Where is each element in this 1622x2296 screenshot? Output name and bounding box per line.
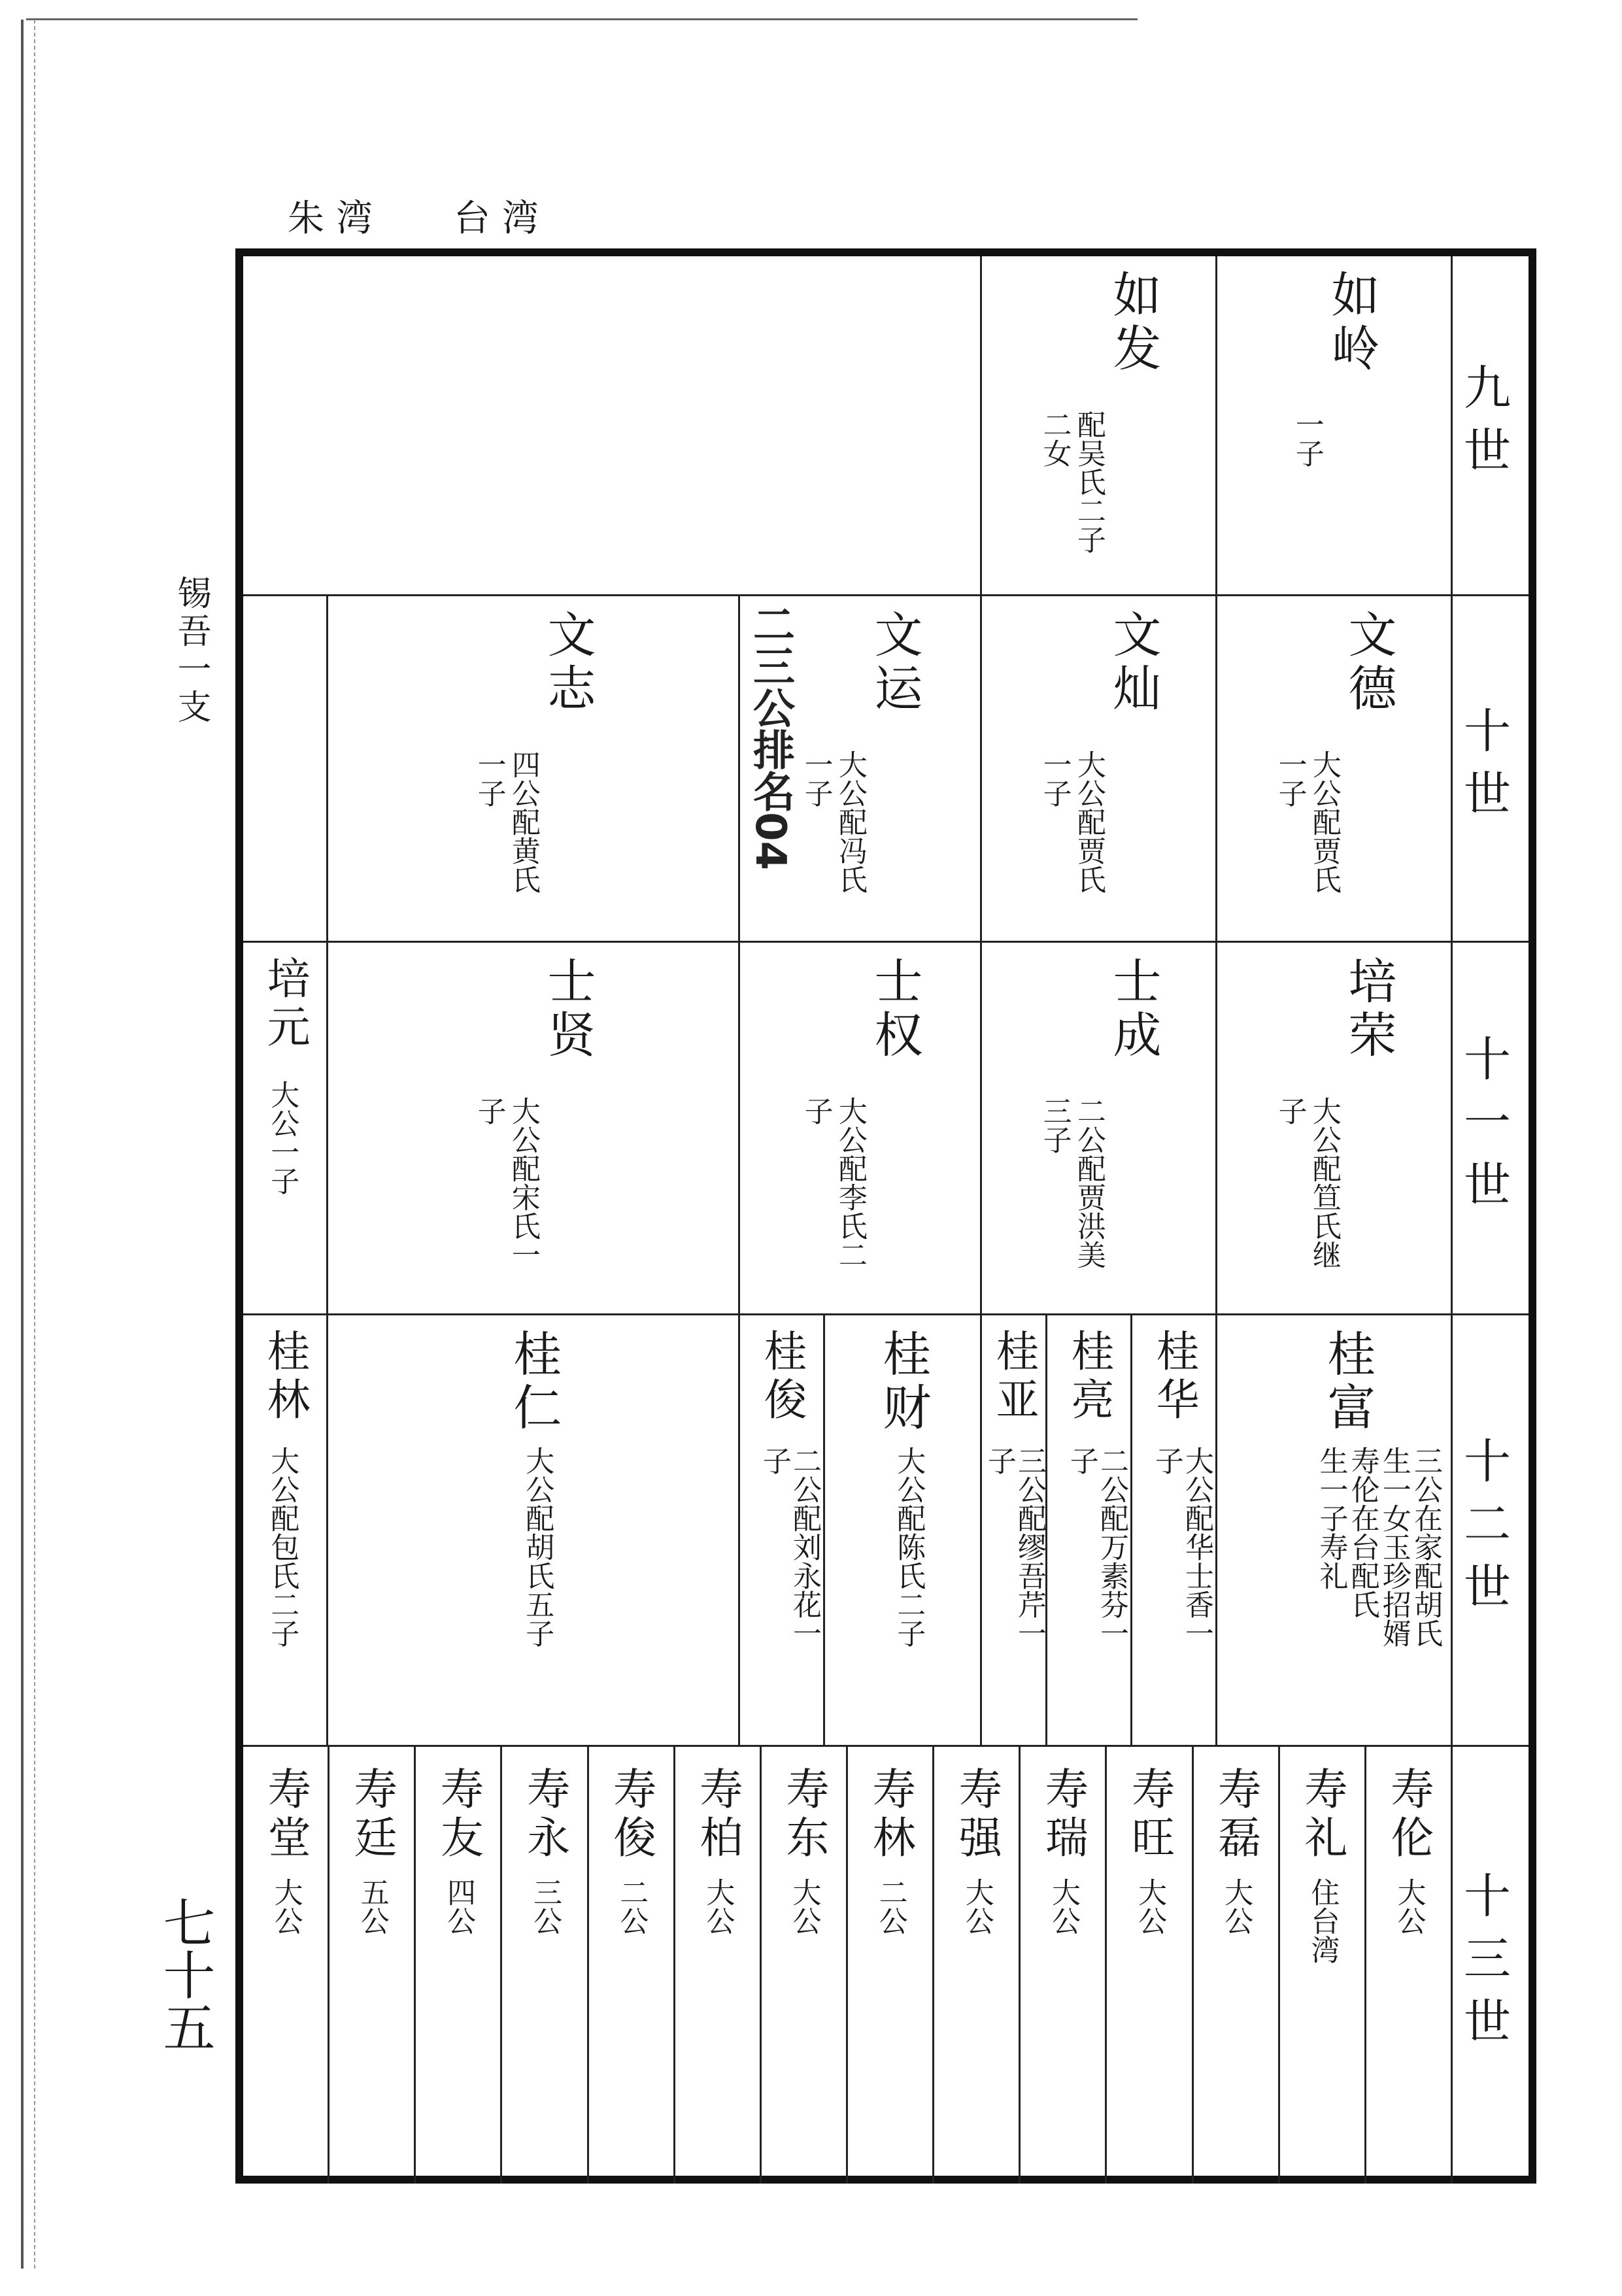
row-gen-12 <box>243 1315 1529 1747</box>
person-note: 大公配华士香一 <box>1180 1446 1213 1647</box>
person-cell <box>1366 1747 1453 2184</box>
person-name: 寿堂 <box>260 1766 311 1863</box>
person-cell <box>328 596 740 941</box>
scan-top-line <box>26 18 1138 20</box>
person-cell <box>328 1315 740 1745</box>
person-cell <box>848 1747 934 2184</box>
person-cell <box>1132 1315 1217 1745</box>
person-name: 如发 <box>1105 269 1162 377</box>
row-gen-13 <box>243 1747 1529 2184</box>
person-cell <box>328 943 740 1313</box>
person-note: 大公配笪氏继 <box>1307 1096 1341 1269</box>
header-place-1: 朱湾 <box>288 197 384 240</box>
person-note: 大公 <box>1392 1878 1426 1935</box>
person-name: 寿强 <box>951 1766 1002 1863</box>
person-cell <box>740 596 982 941</box>
person-note-2: 子 <box>757 1446 791 1475</box>
person-note: 三公配缪吾芹一 <box>1013 1446 1046 1647</box>
person-note: 五公 <box>355 1878 389 1935</box>
person-notes: 三公在家配胡氏 生一女玉珍招婿 寿伦在台配氏 生一子寿礼 <box>1314 1446 1442 1647</box>
person-name: 寿瑞 <box>1038 1766 1089 1863</box>
person-cell <box>934 1747 1021 2184</box>
person-name: 寿友 <box>433 1766 484 1863</box>
person-cell <box>825 1315 982 1745</box>
page-header <box>288 190 596 242</box>
person-cell <box>675 1747 762 2184</box>
person-note: 配吴氏二子 <box>1072 410 1106 554</box>
person-name: 寿磊 <box>1210 1766 1261 1863</box>
person-note-2: 子 <box>472 1096 506 1125</box>
person-note: 大公 <box>787 1878 821 1935</box>
generation-label: 九世 <box>1456 362 1511 488</box>
person-note: 大公 <box>1219 1878 1253 1935</box>
row-gen-11 <box>243 943 1529 1315</box>
person-cell <box>329 1747 416 2184</box>
person-note: 二公配万素芬一 <box>1095 1446 1128 1647</box>
person-note: 大公配胡氏五子 <box>520 1446 554 1647</box>
person-name: 寿礼 <box>1296 1766 1347 1863</box>
person-cell <box>416 1747 502 2184</box>
person-note-2: 子 <box>982 1446 1016 1475</box>
generation-label: 十一世 <box>1456 1034 1511 1223</box>
person-name: 培元 <box>260 956 311 1053</box>
person-name: 寿东 <box>779 1766 830 1863</box>
person-name: 文志 <box>539 609 596 717</box>
person-name: 士权 <box>866 956 923 1063</box>
person-name: 文德 <box>1340 609 1397 717</box>
person-note: 大公配李氏二 <box>833 1096 867 1269</box>
person-note-2: 一子 <box>1273 750 1307 807</box>
empty-cell <box>243 596 328 941</box>
person-note: 大公配贾氏 <box>1072 750 1106 894</box>
person-name: 桂亚 <box>988 1328 1039 1425</box>
person-name: 士贤 <box>539 956 596 1063</box>
person-name: 文运 <box>866 609 923 717</box>
person-cell <box>982 256 1217 594</box>
person-note: 大公一子 <box>265 1080 299 1195</box>
person-cell <box>243 1315 328 1745</box>
person-cell <box>1217 943 1453 1313</box>
person-note: 四公 <box>441 1878 475 1935</box>
handwritten-annotation: 二三公排名04 <box>746 603 794 871</box>
person-note: 大公 <box>701 1878 735 1935</box>
person-note: 大公配包氏二子 <box>265 1446 299 1647</box>
person-name: 桂俊 <box>756 1328 807 1425</box>
person-name: 桂富 <box>1319 1328 1376 1436</box>
person-cell <box>740 943 982 1313</box>
row-gen-9 <box>243 256 1529 596</box>
person-note: 大公 <box>1046 1878 1080 1935</box>
header-place-2: 台湾 <box>453 197 550 240</box>
person-note: 二公 <box>873 1878 907 1935</box>
scan-left-edge <box>21 20 35 2269</box>
person-cell <box>589 1747 675 2184</box>
person-name: 文灿 <box>1105 609 1162 717</box>
person-note-2: 二女 <box>1038 410 1072 467</box>
person-name: 如岭 <box>1323 269 1380 377</box>
person-name: 寿伦 <box>1383 1766 1434 1863</box>
person-note-2: 一子 <box>472 750 506 807</box>
person-cell <box>1107 1747 1193 2184</box>
person-name: 寿廷 <box>346 1766 397 1863</box>
person-note-2: 一子 <box>1038 750 1072 807</box>
person-cell <box>1217 256 1453 594</box>
person-note-2: 子 <box>1273 1096 1307 1125</box>
person-cell <box>1217 596 1453 941</box>
person-name: 寿林 <box>865 1766 916 1863</box>
person-cell <box>982 943 1217 1313</box>
person-note: 一子 <box>1290 410 1324 467</box>
person-name: 桂林 <box>260 1328 311 1425</box>
person-note-2: 一子 <box>799 750 833 807</box>
person-name: 士成 <box>1105 956 1162 1063</box>
person-name: 寿俊 <box>605 1766 656 1863</box>
person-cell <box>1217 1315 1453 1745</box>
person-note: 大公配陈氏二子 <box>892 1446 926 1647</box>
row-gen-10 <box>243 596 1529 943</box>
person-note: 大公 <box>1133 1878 1167 1935</box>
person-cell <box>740 1315 825 1745</box>
person-cell <box>982 596 1217 941</box>
person-name: 寿柏 <box>692 1766 743 1863</box>
person-note-2: 子 <box>799 1096 833 1125</box>
person-note: 住台湾 <box>1306 1878 1340 1964</box>
person-name: 桂亮 <box>1064 1328 1115 1425</box>
genealogy-table <box>235 248 1536 2184</box>
generation-label: 十二世 <box>1456 1436 1511 1625</box>
generation-label: 十世 <box>1456 705 1511 832</box>
person-name: 桂仁 <box>505 1328 562 1436</box>
person-cell <box>762 1747 848 2184</box>
person-note: 二公配贾洪美 <box>1072 1096 1106 1269</box>
person-name: 寿永 <box>519 1766 570 1863</box>
person-cell <box>502 1747 588 2184</box>
page-number: 七十五 <box>154 1896 215 2053</box>
person-cell <box>982 1315 1047 1745</box>
person-note: 四公配黄氏 <box>506 750 540 894</box>
person-name: 桂财 <box>875 1328 932 1436</box>
person-cell <box>1047 1315 1132 1745</box>
person-note: 大公配宋氏一 <box>506 1096 540 1269</box>
person-name: 寿旺 <box>1124 1766 1175 1863</box>
person-note-2: 子 <box>1064 1446 1098 1475</box>
person-note: 二公配刘永花一 <box>788 1446 821 1647</box>
generation-label: 十三世 <box>1456 1871 1511 2059</box>
person-note: 大公配冯氏 <box>833 750 867 894</box>
person-cell <box>243 943 328 1313</box>
person-note: 大公配贾氏 <box>1307 750 1341 894</box>
empty-cell <box>243 256 982 594</box>
person-name: 培荣 <box>1340 956 1397 1063</box>
person-note: 大公 <box>960 1878 994 1935</box>
person-cell <box>1280 1747 1366 2184</box>
branch-label: 锡吾一支 <box>171 575 211 727</box>
person-name: 桂华 <box>1149 1328 1200 1425</box>
person-note: 二公 <box>615 1878 649 1935</box>
person-note-2: 子 <box>1149 1446 1183 1475</box>
person-cell <box>1021 1747 1107 2184</box>
person-note: 三公 <box>528 1878 562 1935</box>
person-note: 大公 <box>269 1878 303 1935</box>
person-cell <box>1194 1747 1280 2184</box>
person-note-2: 三子 <box>1038 1096 1072 1154</box>
person-cell <box>243 1747 329 2184</box>
